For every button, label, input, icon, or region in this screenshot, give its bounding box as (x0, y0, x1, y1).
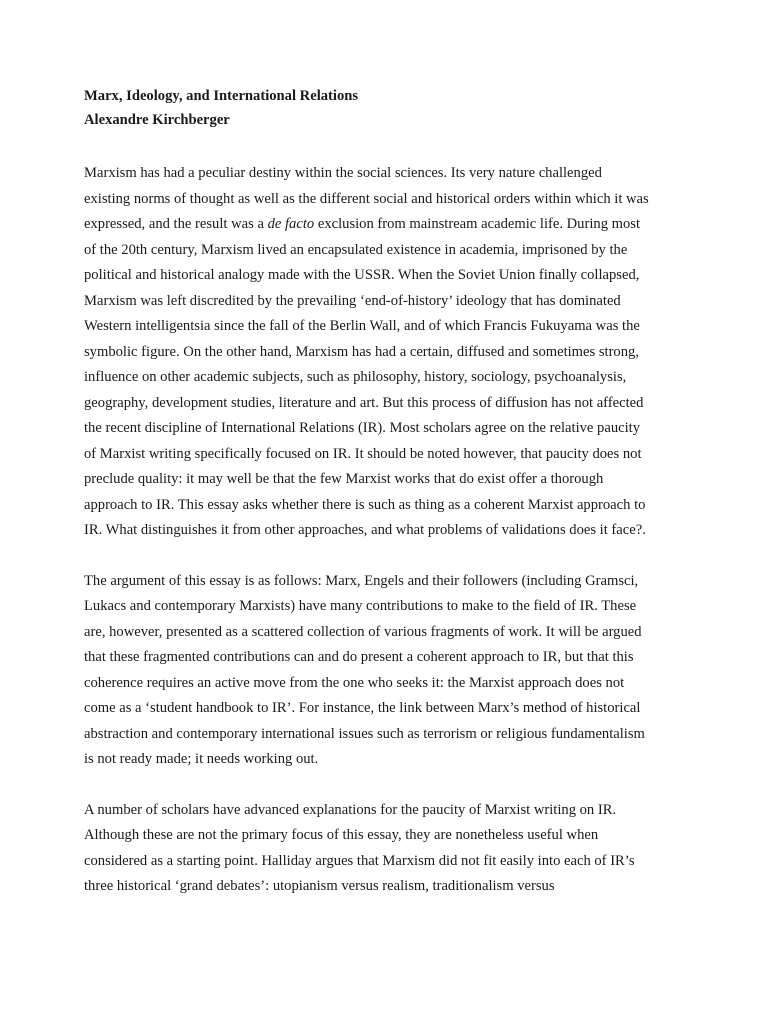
text-line (84, 416, 696, 442)
text-run: symbolic figure. On the other hand, Marxism has had a certain, diffused and sometimes strong, (84, 343, 639, 360)
text-line (84, 823, 696, 849)
text-line (84, 212, 696, 238)
text-run: geography, development studies, literature and art. But this process of diffusion has not affected (84, 394, 644, 411)
text-line (84, 620, 696, 646)
text-run: the recent discipline of International Relations (IR). Most scholars agree on the relative paucity (84, 420, 640, 436)
text-run: are, however, presented as a scattered collection of various fragments of work. It will be argued (84, 623, 642, 640)
text-run: of the 20th century, Marxism lived an encapsulated existence in academia, imprisoned by the (84, 241, 628, 258)
text-line (84, 798, 696, 824)
text-run: Marxism was left discredited by the prevailing ‘end-of-history’ ideology that has dominated (84, 292, 621, 309)
document-author: Alexandre Kirchberger (84, 112, 230, 128)
text-run: Lukacs and contemporary Marxists) have many contributions to make to the field of IR. These (84, 598, 637, 614)
text-run: influence on other academic subjects, such as philosophy, history, sociology, psychoanalysis, (84, 369, 627, 385)
text-run: coherence requires an active move from the one who seeks it: the Marxist approach does not (84, 674, 625, 691)
text-line (84, 340, 696, 366)
text-run: Although these are not the primary focus of this essay, they are nonetheless useful when (84, 827, 599, 843)
body-paragraph (84, 569, 696, 773)
document-title: Marx, Ideology, and International Relations (84, 88, 359, 104)
text-line (84, 569, 696, 595)
text-line (84, 722, 696, 748)
text-run: Western intelligentsia since the fall of the Berlin Wall, and of which Francis Fukuyama was the (84, 318, 640, 334)
text-line (84, 391, 696, 417)
text-line (84, 493, 696, 519)
paragraph-spacer (84, 773, 696, 798)
text-line (84, 594, 696, 620)
text-run: The argument of this essay is as follows: Marx, Engels and their followers (including Gramsci, (84, 572, 639, 589)
text-run: come as a ‘student handbook to IR’. For instance, the link between Marx’s method of historical (84, 700, 641, 716)
text-run: considered as a starting point. Halliday argues that Marxism did not fit easily into each of IR’s (84, 852, 635, 869)
paragraph-spacer (84, 544, 696, 569)
text-run: political and historical analogy made with the USSR. When the Soviet Union finally collapsed, (84, 267, 640, 283)
text-run: abstraction and contemporary international issues such as terrorism or religious fundamentalism (84, 725, 645, 742)
text-run: IR. What distinguishes it from other approaches, and what problems of validations does it face?. (84, 522, 646, 538)
text-line (84, 518, 696, 544)
text-line (84, 671, 696, 697)
text-run: that these fragmented contributions can and do present a coherent approach to IR, but that this (84, 649, 634, 665)
text-run: three historical ‘grand debates’: utopianism versus realism, traditionalism versus (84, 878, 555, 894)
text-line (84, 467, 696, 493)
spacer (84, 132, 696, 161)
text-run: of Marxist writing specifically focused on IR. It should be noted however, that paucity does not (84, 445, 642, 462)
document-body (84, 84, 696, 900)
text-run: Marxism has had a peculiar destiny within the social sciences. Its very nature challenged (84, 165, 602, 181)
text-run: A number of scholars have advanced explanations for the paucity of Marxist writing on IR. (84, 801, 617, 818)
text-line (84, 696, 696, 722)
text-line (84, 365, 696, 391)
text-line (84, 161, 696, 187)
text-line (84, 314, 696, 340)
text-line (84, 442, 696, 468)
text-run: expressed, and the result was a (84, 216, 268, 232)
text-run: preclude quality: it may well be that the few Marxist works that do exist offer a thorough (84, 471, 604, 487)
text-run: exclusion from mainstream academic life. During most (314, 216, 641, 232)
body-paragraph (84, 798, 696, 900)
text-run: approach to IR. This essay asks whether there is such as thing as a coherent Marxist approach to (84, 496, 646, 513)
text-line (84, 263, 696, 289)
paragraphs-container (84, 161, 696, 900)
text-line (84, 238, 696, 264)
body-paragraph (84, 161, 696, 544)
text-line (84, 645, 696, 671)
text-line (84, 874, 696, 900)
text-line (84, 747, 696, 773)
text-line (84, 289, 696, 315)
text-line (84, 187, 696, 213)
text-run: is not ready made; it needs working out. (84, 751, 319, 767)
text-run: existing norms of thought as well as the different social and historical orders within which it was (84, 190, 649, 207)
italic-run: de facto (267, 216, 315, 232)
text-line (84, 849, 696, 875)
